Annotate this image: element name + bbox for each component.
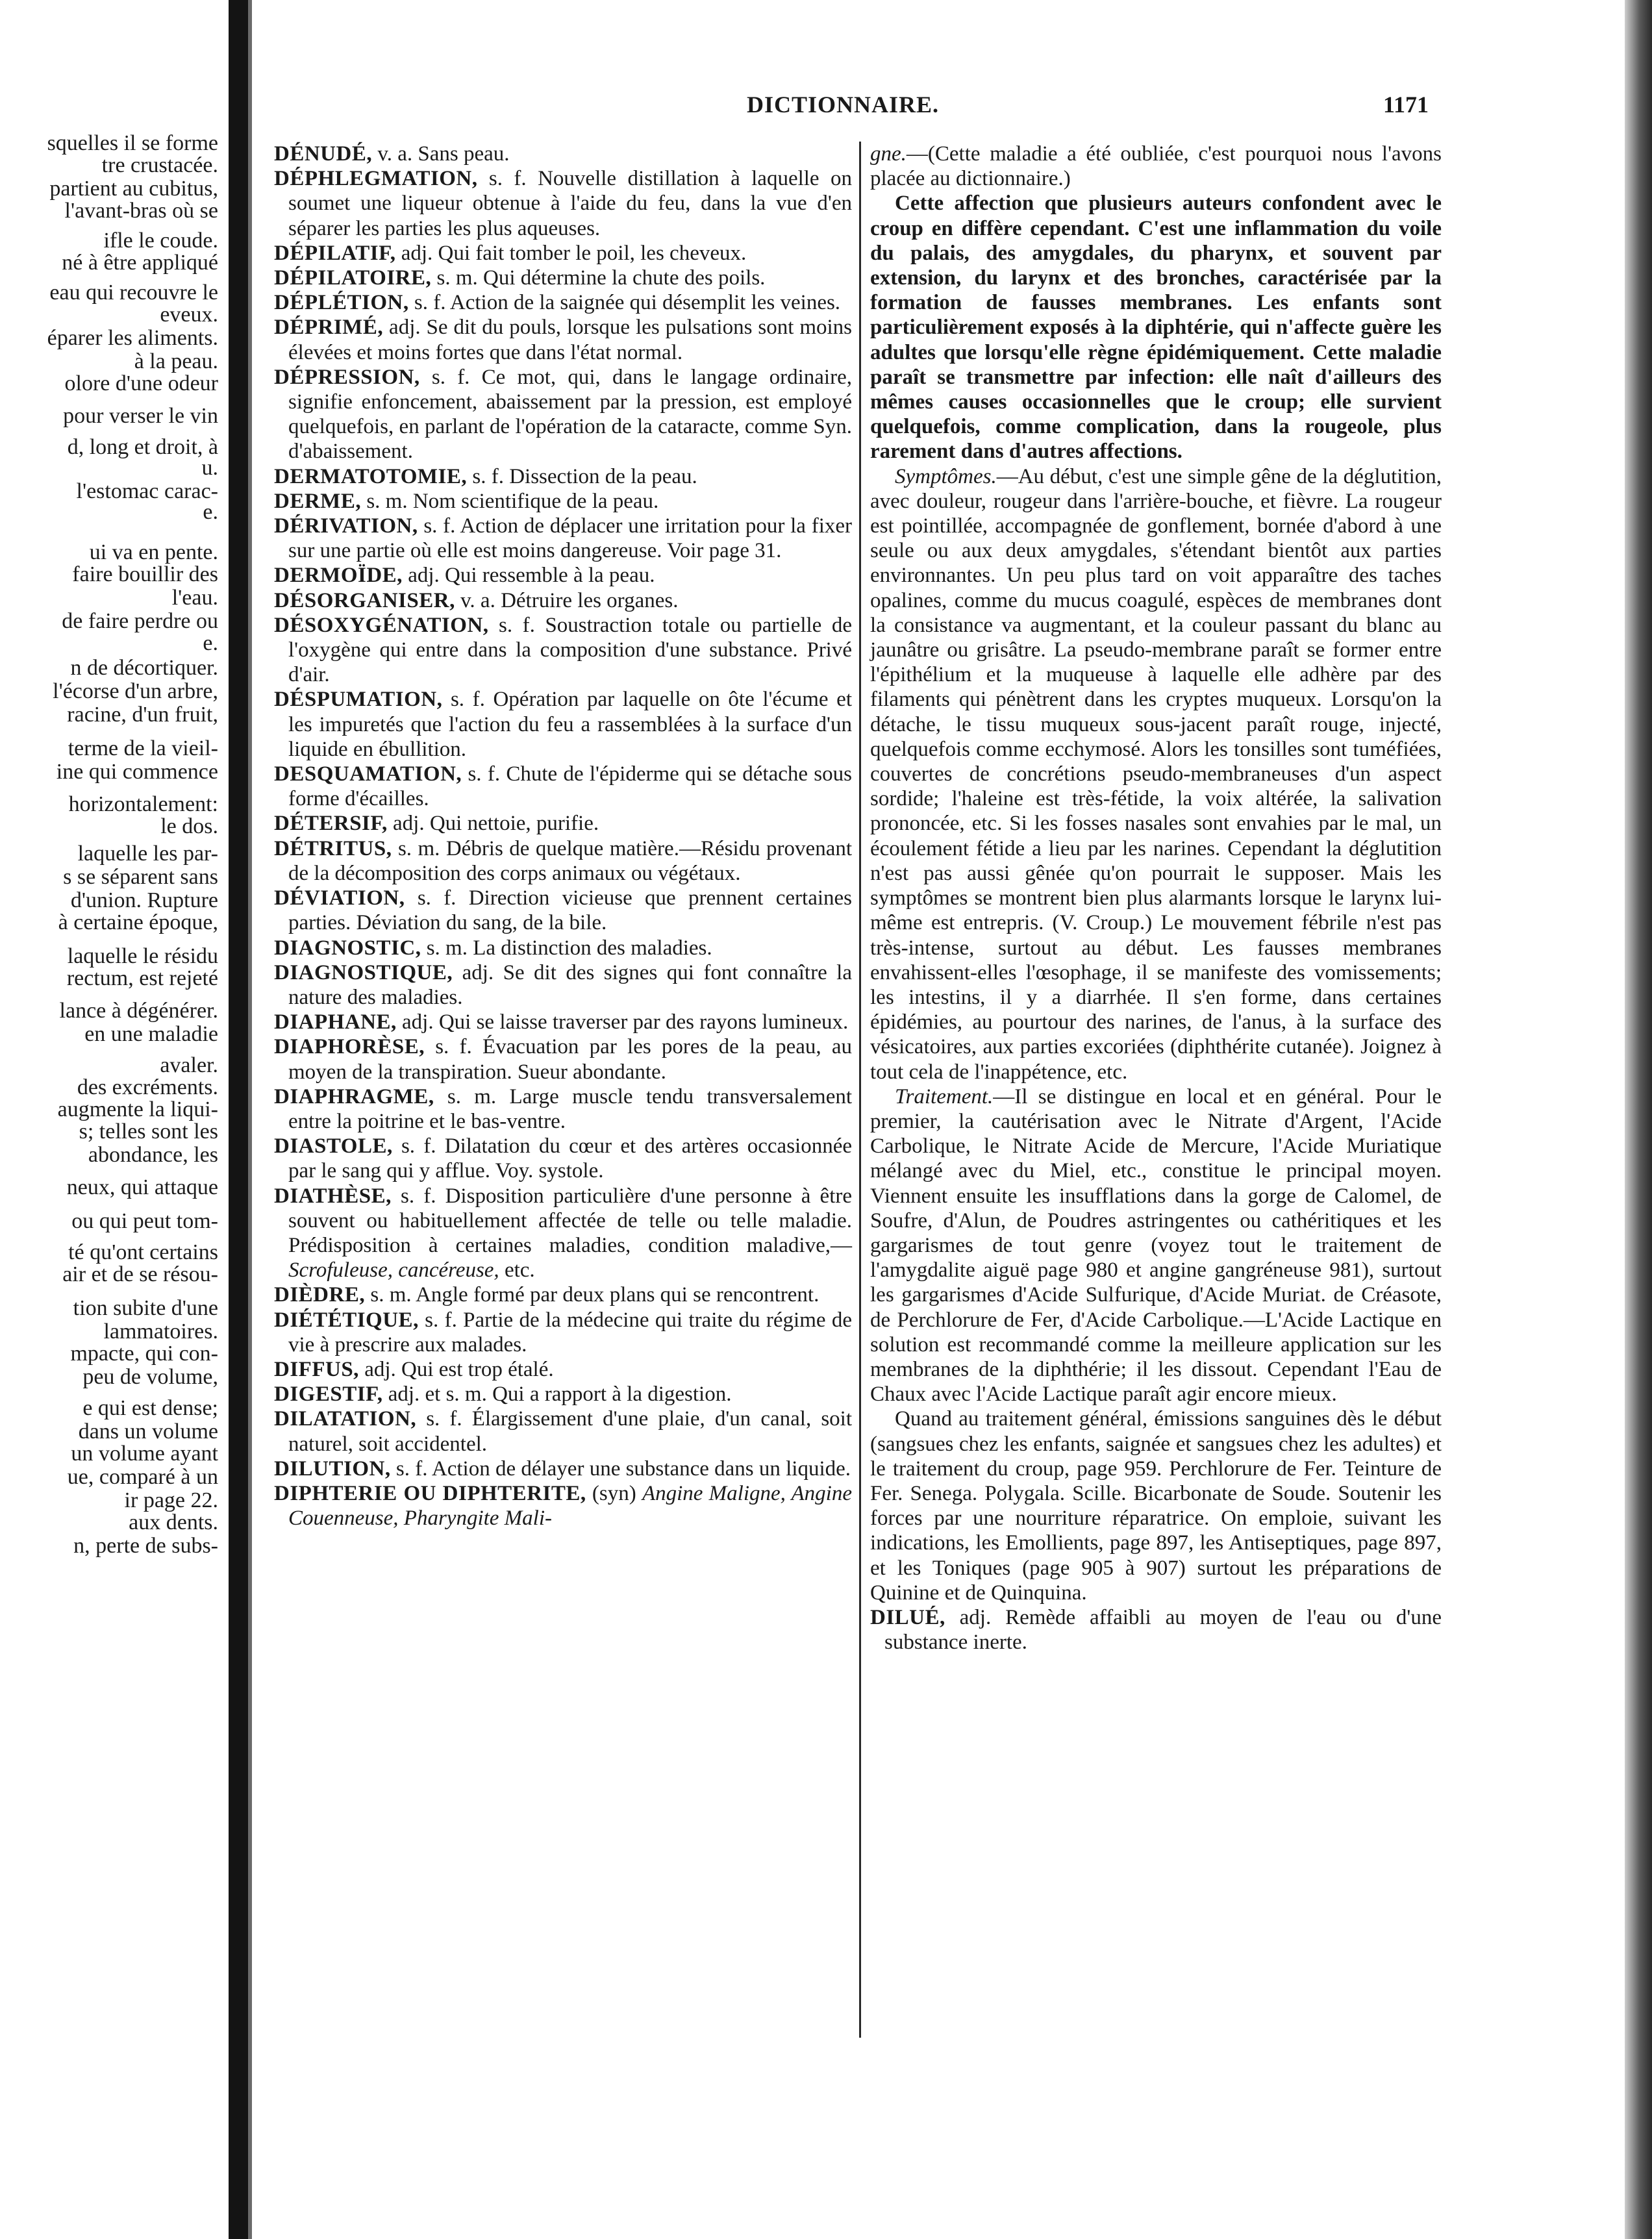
dictionary-entry [870, 1605, 1442, 1655]
previous-page-line: aux dents. [129, 1510, 218, 1534]
entry-headword: DÉPRIMÉ, [274, 316, 384, 340]
previous-page-line: laquelle les par- [77, 842, 218, 866]
article-paragraph [870, 1084, 1442, 1407]
entry-headword: DIGESTIF, [274, 1382, 383, 1407]
dictionary-entry [274, 142, 852, 166]
dictionary-entry [274, 762, 852, 811]
entry-headword: DILUTION, [274, 1457, 391, 1481]
page-number: 1171 [1383, 92, 1429, 118]
previous-page-line: n, perte de subs- [73, 1534, 218, 1558]
entry-definition: adj. Se dit des signes qui font connaître la nature des maladies. [288, 960, 852, 1009]
previous-page-line: d'union. Rupture [70, 888, 218, 912]
previous-page-line: neux, qui attaque [66, 1175, 218, 1199]
previous-page-line: l'estomac carac- [76, 479, 218, 503]
previous-page-line: e. [203, 500, 218, 524]
entry-headword: DIAGNOSTIC, [274, 936, 421, 960]
previous-page-line: té qu'ont certains [68, 1240, 218, 1264]
entry-definition: adj. Qui ressemble à la peau. [408, 564, 655, 588]
previous-page-line: l'avant-bras où se [64, 199, 218, 223]
entry-definition: (syn) [592, 1481, 642, 1505]
entry-definition: s. m. La distinction des maladies. [426, 936, 712, 960]
previous-page-line: à certaine époque, [58, 910, 218, 934]
previous-page-line: racine, d'un fruit, [67, 703, 218, 727]
previous-page-line: l'écorse d'un arbre, [53, 679, 218, 703]
entry-headword: DÉRIVATION, [274, 514, 418, 538]
dictionary-entry [274, 1382, 852, 1407]
dictionary-entry [274, 514, 852, 563]
entry-headword: DERME, [274, 489, 362, 513]
article-paragraph [870, 142, 1442, 191]
dictionary-entry [274, 1010, 852, 1034]
left-column [274, 142, 852, 1531]
paragraph-body: —(Cette maladie a été oubliée, c'est pourquoi nous l'avons placée au dictionnaire.) [870, 142, 1442, 191]
entry-headword: DÉVIATION, [274, 886, 405, 910]
entry-headword: DERMOÏDE, [274, 564, 403, 588]
previous-page-line: en une maladie [84, 1022, 218, 1046]
right-column [870, 142, 1442, 1655]
previous-page-line: n de décortiquer. [70, 656, 218, 680]
binding-gutter [229, 0, 248, 2239]
entry-definition: s. f. Action de délayer une substance dans un liquide. [395, 1457, 851, 1481]
previous-page-line: le dos. [160, 814, 218, 838]
entry-headword: DÉNUDÉ, [274, 142, 373, 166]
entry-definition: s. m. Nom scientifique de la peau. [366, 489, 659, 513]
previous-page-line: laquelle le résidu [67, 944, 218, 968]
previous-page-line: tion subite d'une [73, 1296, 218, 1320]
entry-headword: DIPHTERIE OU DIPHTERITE, [274, 1481, 586, 1505]
previous-page-line: l'eau. [171, 586, 218, 610]
entry-definition: s. f. Dissection de la peau. [472, 464, 697, 488]
dictionary-entry [274, 166, 852, 241]
entry-definition: s. m. Angle formé par deux plans qui se rencontrent. [370, 1283, 820, 1307]
paragraph-lead: gne. [870, 142, 907, 166]
entry-definition: v. a. Sans peau. [377, 142, 510, 166]
entry-definition: s. m. Débris de quelque matière.—Résidu provenant de la décomposition des corps animaux ou végétaux. [288, 836, 853, 885]
dictionary-entry [274, 687, 852, 762]
previous-page-line: u. [201, 456, 218, 480]
entry-definition: s. f. Partie de la médecine qui traite du régime de vie à prescrire aux malades. [288, 1308, 852, 1357]
paragraph-body: Quand au traitement général, émissions sanguines dès le début (sangsues chez les enfants, saignée et sangsues chez les adultes) et le traitement du croup, page 959. Perchlorure de Fer. Teinture de Fer. Senega. Polygala. Scille. Bicarbonate de Soude. Soutenir les forces par une nourriture réparatrice. On emploie, suivant les indications, les Emollients, page 897, les Antiseptiques, page 897, et les Toniques (page 905 à 907) surtout les préparations de Quinine et de Quinquina. [870, 1407, 1442, 1605]
previous-page-line: mpacte, qui con- [70, 1342, 218, 1366]
dictionary-entry [274, 241, 852, 266]
previous-page-line: lammatoires. [103, 1320, 218, 1344]
paragraph-body: —Il se distingue en local et en général. Pour le premier, la cautérisation avec le Nitrate d'Argent, l'Acide Carbolique, le Nitrate Acide de Mercure, l'Acide Muriatique mélangé avec du Miel, etc., constitue le principal moyen. Viennent ensuite les insufflations dans la gorge de Calomel, de Soufre, d'Alun, de Poudres astringentes ou cathéritiques et les gargarismes de tout genre (voyez tout le traitement de l'amygdalite aiguë page 980 et angine gangréneuse 981), surtout les gargarismes d'Acide Sulfurique, d'Acide Muriat. de Créasote, de Perchlorure de Fer, d'Acide Carbolique.—L'Acide Lactique en solution est recommandé comme la meilleure application sur les membranes de la diphthérie; il les dissout. Cependant l'Eau de Chaux avec l'Acide Lactique paraît agir encore mieux. [870, 1084, 1442, 1407]
entry-definition: s. f. Direction vicieuse que prennent certaines parties. Déviation du sang, de la bile. [288, 886, 852, 935]
entry-headword: DÉSPUMATION, [274, 688, 443, 712]
previous-page-line: e. [203, 631, 218, 655]
previous-page-line: ine qui commence [56, 760, 218, 784]
previous-page-line: d, long et droit, à [67, 435, 218, 459]
previous-page-line: ir page 22. [124, 1488, 218, 1512]
paragraph-lead: Symptômes. [895, 464, 997, 488]
entry-headword: DÉPHLEGMATION, [274, 167, 478, 191]
dictionary-entry [274, 886, 852, 935]
previous-page-line: eau qui recouvre le [49, 281, 218, 305]
article-paragraph [870, 1407, 1442, 1605]
dictionary-entry [274, 1481, 852, 1531]
previous-page-line: squelles il se forme [47, 131, 218, 155]
dictionary-entry [274, 1357, 852, 1382]
entry-definition: s. m. Large muscle tendu transversalement entre la poitrine et le bas-ventre. [288, 1084, 853, 1133]
previous-page-line: abondance, les [88, 1143, 218, 1167]
entry-definition: s. f. Élargissement d'une plaie, d'un canal, soit naturel, soit accidentel. [288, 1407, 853, 1456]
running-head: DICTIONNAIRE. [747, 92, 940, 118]
entry-definition: adj. et s. m. Qui a rapport à la digestion. [388, 1382, 732, 1407]
previous-page-line: de faire perdre ou [62, 609, 218, 633]
previous-page-line: s se séparent sans [63, 865, 218, 889]
entry-definition: adj. Qui fait tomber le poil, les cheveux. [401, 241, 747, 265]
entry-headword: DÉTRITUS, [274, 836, 392, 860]
dictionary-entry [274, 1084, 852, 1134]
previous-page-line: partient au cubitus, [49, 177, 218, 201]
dictionary-entry [274, 315, 852, 364]
entry-definition: adj. Qui nettoie, purifie. [393, 812, 599, 836]
previous-page-line: ue, comparé à un [67, 1465, 218, 1489]
dictionary-entry [274, 290, 852, 315]
previous-page-line: terme de la vieil- [68, 736, 218, 760]
entry-definition: s. f. Soustraction totale ou partielle de l'oxygène qui entre dans la composition d'une substance. Privé d'air. [288, 613, 852, 687]
previous-page-line: olore d'une odeur [64, 371, 218, 395]
entry-definition: s. f. Évacuation par les pores de la peau, au moyen de la transpiration. Sueur abondante. [288, 1035, 852, 1084]
dictionary-entry [274, 266, 852, 290]
entry-headword: DERMATOTOMIE, [274, 464, 468, 488]
entry-headword: DILATATION, [274, 1407, 417, 1431]
dictionary-entry [274, 464, 852, 489]
entry-definition: s. f. Chute de l'épiderme qui se détache sous forme d'écailles. [288, 762, 852, 811]
entry-tail-text: etc. [499, 1258, 535, 1282]
entry-headword: DESQUAMATION, [274, 762, 462, 786]
entry-headword: DIÉTÉTIQUE, [274, 1308, 419, 1332]
previous-page-line: éparer les aliments. [47, 326, 218, 350]
entry-italic-text: Scrofuleuse, cancéreuse, [288, 1258, 499, 1282]
entry-headword: DIÈDRE, [274, 1283, 366, 1307]
previous-page-line: air et de se résou- [62, 1262, 218, 1286]
previous-page-line: eveux. [160, 303, 218, 327]
entry-italic-text: Angine Maligne, Angine Couenneuse, Pharyngite Mali- [288, 1481, 852, 1531]
dictionary-entry [274, 1134, 852, 1183]
previous-page-line: des excréments. [77, 1075, 218, 1099]
entry-definition: s. f. Opération par laquelle on ôte l'écume et les impuretés que l'action du feu a rassemblées à la surface d'un liquide en ébullition. [288, 688, 852, 761]
dictionary-entry [274, 1308, 852, 1357]
entry-headword: DÉSORGANISER, [274, 588, 455, 612]
article-paragraph [870, 464, 1442, 1084]
previous-page-line: rectum, est rejeté [66, 966, 218, 990]
entry-headword: DIATHÈSE, [274, 1184, 392, 1208]
dictionary-entry [274, 489, 852, 514]
entry-definition: adj. Qui est trop étalé. [364, 1357, 554, 1381]
entry-headword: DIASTOLE, [274, 1134, 393, 1158]
entry-definition: s. f. Nouvelle distillation à laquelle on soumet une liqueur obtenue à l'aide du feu, dans la vue d'en séparer les parties les plus aqueuses. [288, 167, 852, 240]
entry-definition: s. f. Action de déplacer une irritation pour la fixer sur une partie où elle est moins dangereuse. Voir page 31. [288, 514, 852, 563]
dictionary-entry [274, 1457, 852, 1481]
gutter-edge [248, 0, 252, 2239]
dictionary-entry [274, 1034, 852, 1084]
dictionary-entry [274, 563, 852, 588]
previous-page-line: peu de volume, [82, 1365, 218, 1389]
entry-headword: DIFFUS, [274, 1357, 359, 1381]
paragraph-lead: Traitement. [895, 1084, 994, 1108]
article-paragraph [870, 191, 1442, 464]
dictionary-entry [274, 836, 852, 886]
previous-page-margin [0, 130, 227, 2078]
dictionary-entry [274, 613, 852, 688]
previous-page-line: ifle le coude. [103, 229, 218, 253]
previous-page-line: augmente la liqui- [57, 1097, 218, 1121]
dictionary-entry [274, 1407, 852, 1456]
dictionary-entry [274, 936, 852, 960]
dictionary-entry [274, 365, 852, 464]
dictionary-entry [274, 588, 852, 613]
entry-headword: DIAPHANE, [274, 1010, 397, 1034]
entry-headword: DÉPILATIF, [274, 241, 396, 265]
entry-headword: DÉTERSIF, [274, 812, 388, 836]
previous-page-line: ui va en pente. [89, 540, 218, 564]
previous-page-line: horizontalement: [68, 792, 218, 816]
entry-headword: DÉSOXYGÉNATION, [274, 613, 489, 637]
entry-definition: adj. Remède affaibli au moyen de l'eau ou d'une substance inerte. [884, 1605, 1442, 1655]
previous-page-line: un volume ayant [71, 1442, 218, 1466]
previous-page-line: tre crustacée. [101, 153, 218, 177]
dictionary-entry [274, 960, 852, 1010]
dictionary-entry [274, 811, 852, 836]
entry-headword: DILUÉ, [870, 1605, 945, 1629]
entry-definition: s. m. Qui détermine la chute des poils. [436, 266, 766, 290]
dictionary-entry [274, 1282, 852, 1307]
entry-headword: DIAPHRAGME, [274, 1084, 434, 1108]
previous-page-line: avaler. [160, 1053, 218, 1077]
previous-page-line: s; telles sont les [79, 1120, 218, 1144]
entry-headword: DÉPLÉTION, [274, 291, 409, 315]
entry-definition: s. f. Disposition particulière d'une personne à être souvent ou habituellement affectée de telle ou telle maladie. Prédisposition à certaines maladies, condition maladive,— [288, 1184, 852, 1257]
previous-page-line: pour verser le vin [63, 404, 218, 428]
dictionary-entry [274, 1184, 852, 1283]
entry-definition: s. f. Ce mot, qui, dans le langage ordinaire, signifie enfoncement, abaissement par la pression, est employé quelquefois, en parlant de l'opération de la cataracte, comme Syn. d'abaissement. [288, 365, 852, 464]
previous-page-line: ou qui peut tom- [71, 1209, 218, 1233]
entry-headword: DÉPILATOIRE, [274, 266, 432, 290]
previous-page-line: e qui est dense; [82, 1396, 218, 1420]
previous-page-line: à la peau. [134, 349, 218, 373]
entry-definition: s. f. Action de la saignée qui désemplit les veines. [414, 291, 841, 315]
entry-definition: adj. Se dit du pouls, lorsque les pulsations sont moins élevées et moins fortes que dans l'état normal. [288, 316, 853, 364]
entry-definition: s. f. Dilatation du cœur et des artères occasionnée par le sang qui y afflue. Voy. systole. [288, 1134, 853, 1183]
column-rule [859, 142, 861, 2038]
page-edge-shadow [1625, 0, 1652, 2239]
previous-page-line: faire bouillir des [72, 562, 218, 586]
entry-definition: v. a. Détruire les organes. [460, 588, 679, 612]
paragraph-body: Cette affection que plusieurs auteurs confondent avec le croup en diffère cependant. C'est une inflammation du voile du palais, des amygdales, du pharynx, et souvent par extension, du larynx et des bronches, caractérisée par la formation de fausses membranes. Les enfants sont particulièrement exposés à la diphtérie, qui n'affecte guère les adultes que lorsqu'elle règne épidémiquement. Cette maladie paraît se transmettre par infection: elle naît d'ailleurs des mêmes causes occasionnelles que le croup; elle survient quelquefois, comme complication, dans la rougeole, plus rarement dans d'autres affections. [870, 192, 1442, 464]
entry-headword: DÉPRESSION, [274, 365, 420, 389]
previous-page-line: dans un volume [78, 1420, 218, 1444]
previous-page-line: lance à dégénérer. [59, 999, 218, 1023]
entry-headword: DIAGNOSTIQUE, [274, 960, 453, 984]
entry-definition: adj. Qui se laisse traverser par des rayons lumineux. [402, 1010, 849, 1034]
entry-headword: DIAPHORÈSE, [274, 1035, 425, 1059]
previous-page-line: né à être appliqué [62, 251, 218, 275]
paragraph-body: —Au début, c'est une simple gêne de la déglutition, avec douleur, rougeur dans l'arrière-bouche, et fièvre. La rougeur est pointillée, accompagnée de gonflement, bornée d'abord à une seule ou aux deux amygdales, s'étendant bientôt aux parties environnantes. Un peu plus tard on voit apparaître des taches opalines, comme du mucus coagulé, espèces de membranes dont la consistance va augmentant, et la couleur passant du blanc au jaunâtre ou grisâtre. La pseudo-membrane paraît se former entre l'épithélium et la muqueuse à laquelle elle adhère par des filaments qui pénètrent dans les cryptes muqueux. Lorsqu'on la détache, le tissu muqueux sous-jacent paraît rouge, injecté, quelquefois comme ecchymosé. Alors les tonsilles sont tuméfiées, couvertes de concrétions pseudo-membraneuses d'un aspect sordide; l'haleine est très-fétide, la voix altérée, la salivation prononcée, etc. Si les fosses nasales sont envahies par le mal, un écoulement fétide a lieu par les narines. Cependant la déglutition n'est pas aussi gênée qu'on pourrait le supposer. Mais les symptômes se montrent bien plus alarmants lorsque le larynx lui-même est entrepris. (V. Croup.) Le mouvement fébrile n'est pas très-intense, surtout au début. Les fausses membranes envahissent-elles l'œsophage, il se manifeste des vomissements; les intestins, il y a diarrhée. Il s'en forme, dans certaines épidémies, au pourtour des narines, de l'anus, à la surface des vésicatoires, aux parties excoriées (diphthérite cutanée). Joignez à tout cela de l'inappétence, etc. [870, 464, 1442, 1084]
